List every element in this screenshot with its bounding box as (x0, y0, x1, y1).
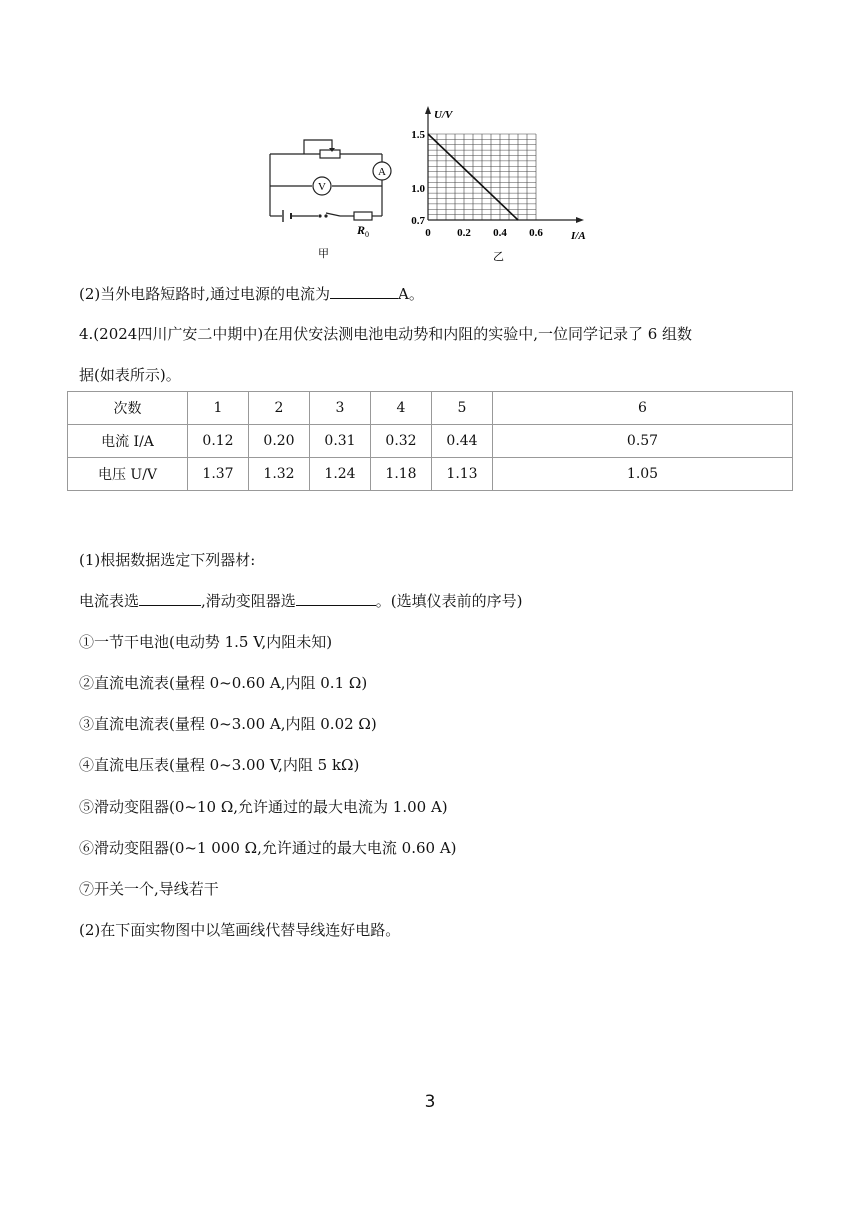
graph-axes (425, 106, 584, 223)
option-item: ②直流电流表(量程 0~0.60 A,内阻 0.1 Ω) (79, 674, 368, 692)
option-item: ⑤滑动变阻器(0~10 Ω,允许通过的最大电流为 1.00 A) (79, 798, 448, 816)
fill-text-3: 。(选填仪表前的序号) (375, 592, 523, 610)
table-cell: 1 (188, 392, 249, 425)
table-row (68, 425, 793, 458)
option-item: ③直流电流表(量程 0~3.00 A,内阻 0.02 Ω) (79, 715, 377, 733)
q4-intro-line1: 4.(2024四川广安二中期中)在用伏安法测电池电动势和内阻的实验中,一位同学记录了 6 组数 (79, 325, 693, 343)
x-axis-label: I/A (571, 230, 586, 242)
table-cell: 6 (493, 392, 793, 425)
table-cell: 1.18 (371, 458, 432, 491)
caption-jia: 甲 (318, 248, 329, 260)
table-cell: 电压 U/V (68, 458, 188, 491)
q3-part2 (79, 283, 424, 304)
switch-contact (318, 214, 321, 217)
option-item: ⑥滑动变阻器(0~1 000 Ω,允许通过的最大电流 0.60 A) (79, 839, 457, 857)
table-cell: 0.20 (249, 425, 310, 458)
x-tick-label: 0.4 (493, 227, 507, 239)
resistor-r0 (354, 212, 372, 220)
table-cell: 2 (249, 392, 310, 425)
table-cell: 1.37 (188, 458, 249, 491)
table-cell: 0.32 (371, 425, 432, 458)
voltmeter-label: V (318, 181, 326, 193)
table-cell: 1.05 (493, 458, 793, 491)
table-cell: 5 (432, 392, 493, 425)
x-axis-arrow (576, 217, 584, 223)
option-item: ①一节干电池(电动势 1.5 V,内阻未知) (79, 633, 333, 651)
fill-text-1: 电流表选 (79, 592, 140, 610)
table-cell: 1.13 (432, 458, 493, 491)
table-cell: 0.12 (188, 425, 249, 458)
table-cell: 电流 I/A (68, 425, 188, 458)
table-cell: 4 (371, 392, 432, 425)
resistor-label: R (357, 223, 366, 237)
y-tick-label: 1.5 (411, 129, 425, 141)
table-row (68, 392, 793, 425)
ammeter-answer-blank[interactable] (139, 591, 201, 606)
table-cell: 3 (310, 392, 371, 425)
x-tick-label: 0.6 (529, 227, 543, 239)
answer-blank[interactable] (330, 284, 398, 299)
q4-intro-line2: 据(如表所示)。 (79, 366, 181, 384)
table-cell: 1.32 (249, 458, 310, 491)
fill-text-2: ,滑动变阻器选 (201, 592, 296, 610)
switch-contact (324, 214, 327, 217)
table-cell: 0.57 (493, 425, 793, 458)
u-i-graph (400, 102, 600, 264)
table-cell: 1.24 (310, 458, 371, 491)
circuit-diagram (262, 130, 397, 266)
y-tick-label: 0.7 (411, 215, 425, 227)
rheostat (320, 150, 340, 158)
table-row (68, 458, 793, 491)
tick-labels (411, 129, 543, 239)
ammeter-label: A (378, 166, 386, 178)
rheostat-answer-blank[interactable] (296, 591, 376, 606)
graph-grid (428, 134, 536, 220)
q4-part1-title: (1)根据数据选定下列器材: (79, 551, 256, 569)
q4-part1-fill (79, 590, 523, 611)
table-cell: 次数 (68, 392, 188, 425)
data-table (67, 391, 793, 491)
option-item: ④直流电压表(量程 0~3.00 V,内阻 5 kΩ) (79, 756, 360, 774)
resistor-subscript: 0 (365, 230, 369, 239)
y-tick-label: 1.0 (411, 182, 425, 195)
q3-part2-text: (2)当外电路短路时,通过电源的电流为 (79, 285, 331, 303)
table-cell: 0.31 (310, 425, 371, 458)
option-item: ⑦开关一个,导线若干 (79, 880, 219, 898)
y-axis-arrow (425, 106, 431, 114)
y-axis-label: U/V (434, 109, 453, 121)
page-number: 3 (424, 1092, 436, 1112)
x-tick-label: 0 (425, 227, 431, 239)
x-tick-label: 0.2 (457, 227, 471, 239)
q4-part2: (2)在下面实物图中以笔画线代替导线连好电路。 (79, 921, 401, 939)
q3-part2-unit: A。 (398, 285, 424, 303)
caption-yi: 乙 (493, 251, 504, 263)
table-cell: 0.44 (432, 425, 493, 458)
